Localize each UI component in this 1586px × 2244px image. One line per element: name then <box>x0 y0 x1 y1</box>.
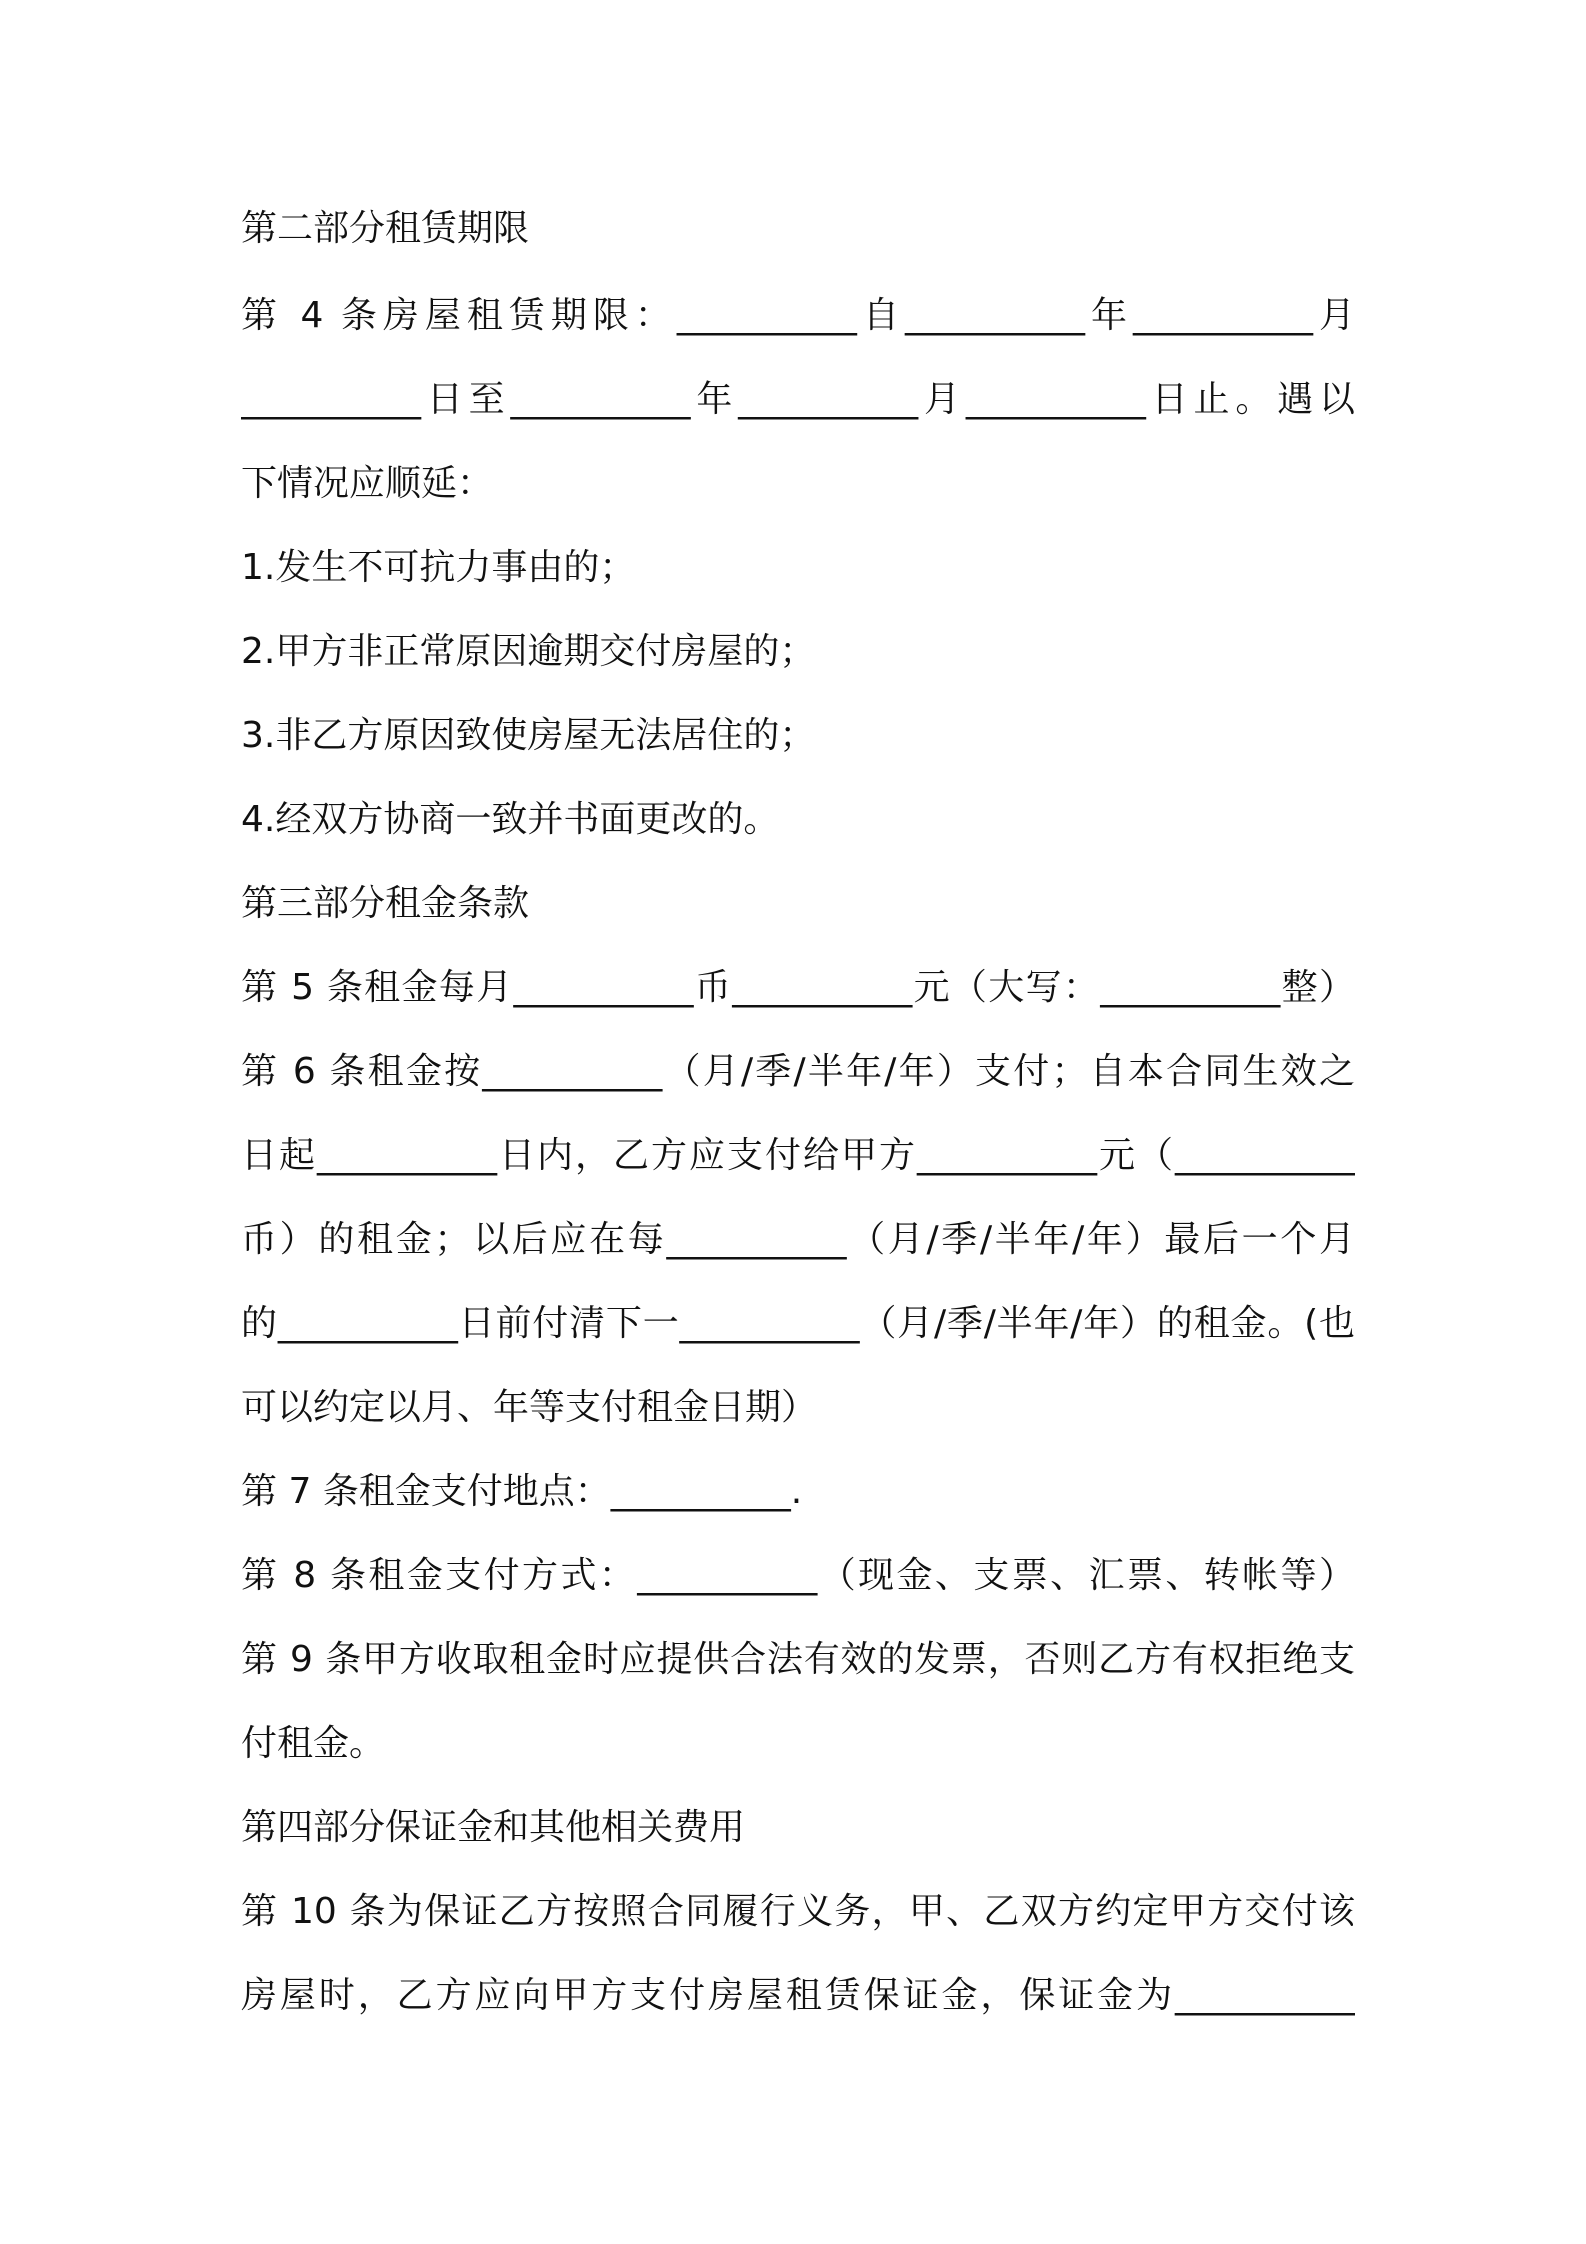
article-9-line-1: 第 9 条甲方收取租金时应提供合法有效的发票，否则乙方有权拒绝支 <box>241 1639 1355 1680</box>
list-item-4: 4.经双方协商一致并书面更改的。 <box>241 799 780 840</box>
list-item-3: 3.非乙方原因致使房屋无法居住的； <box>241 715 816 756</box>
article-10-line-1: 第 10 条为保证乙方按照合同履行义务，甲、乙双方约定甲方交付该 <box>241 1891 1355 1932</box>
section-heading-deposit: 第四部分保证金和其他相关费用 <box>241 1807 746 1848</box>
article-4-line-1: 第 4 条房屋租赁期限：__________自__________年__________月 <box>241 295 1355 336</box>
list-item-2: 2.甲方非正常原因逾期交付房屋的； <box>241 631 816 672</box>
section-heading-rent-terms: 第三部分租金条款 <box>241 883 530 924</box>
article-6-line-5: 可以约定以月、年等支付租金日期） <box>241 1387 818 1428</box>
list-item-1: 1.发生不可抗力事由的； <box>241 547 636 588</box>
article-4-line-2: __________日至__________年__________月__________日止。遇以 <box>241 379 1355 420</box>
article-5-line: 第 5 条租金每月__________币__________元（大写：__________整） <box>241 967 1355 1008</box>
article-4-line-3: 下情况应顺延： <box>241 463 494 504</box>
article-10-line-2: 房屋时，乙方应向甲方支付房屋租赁保证金，保证金为__________ <box>241 1975 1355 2016</box>
article-6-line-2: 日起__________日内，乙方应支付给甲方__________元（__________ <box>241 1135 1355 1176</box>
section-heading-lease-term: 第二部分租赁期限 <box>241 208 530 249</box>
article-6-line-4: 的__________日前付清下一__________（月/季/半年/年）的租金。(也 <box>241 1303 1355 1344</box>
article-7-line: 第 7 条租金支付地点：__________. <box>241 1471 803 1512</box>
article-9-line-2: 付租金。 <box>241 1723 386 1764</box>
article-8-line: 第 8 条租金支付方式：__________（现金、支票、汇票、转帐等） <box>241 1555 1355 1596</box>
article-6-line-3: 币）的租金；以后应在每__________（月/季/半年/年）最后一个月 <box>241 1219 1355 1260</box>
article-6-line-1: 第 6 条租金按__________（月/季/半年/年）支付；自本合同生效之 <box>241 1051 1355 1092</box>
